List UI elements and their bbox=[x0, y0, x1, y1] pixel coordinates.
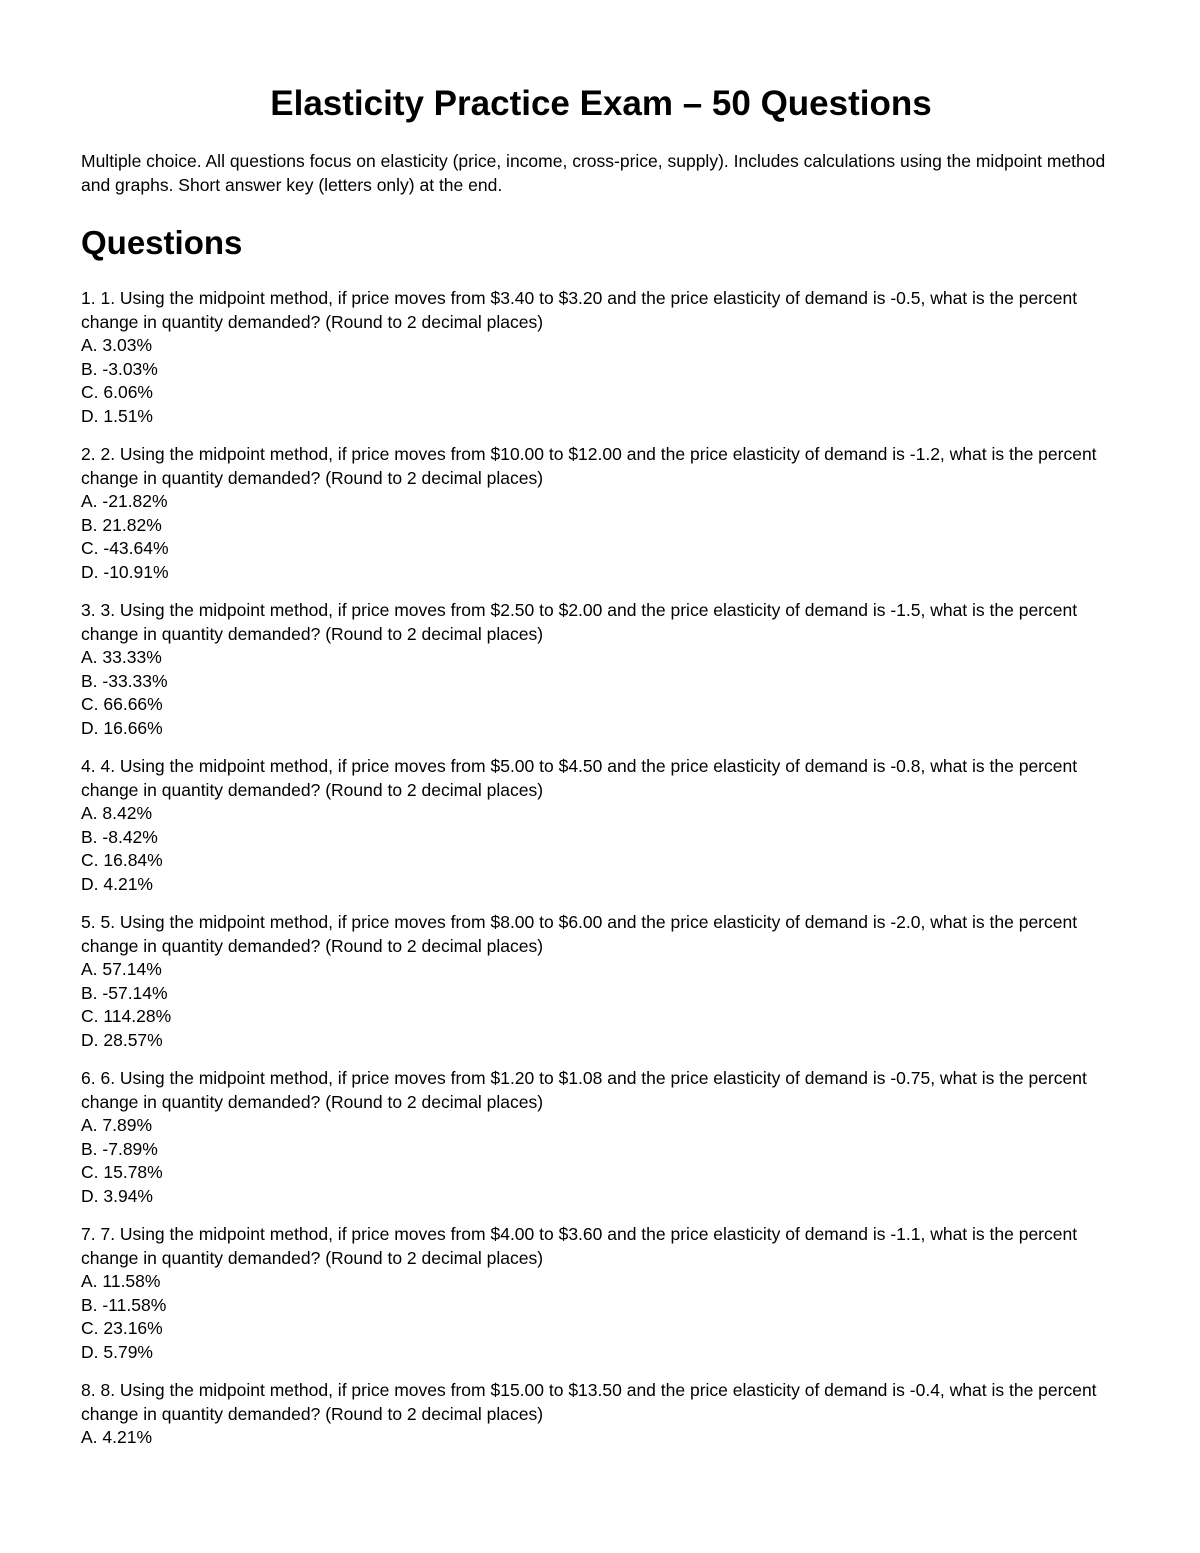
question-text: 5. 5. Using the midpoint method, if price moves from $8.00 to $6.00 and the price elasticity of demand is -2.0, what is the percent change in quantity demanded? (Round to 2 decimal places) bbox=[81, 912, 1078, 956]
question-item bbox=[81, 911, 1121, 1052]
answer-option: B. 21.82% bbox=[81, 514, 162, 535]
answer-option: B. -8.42% bbox=[81, 826, 158, 847]
question-item bbox=[81, 755, 1121, 896]
answer-option: B. -3.03% bbox=[81, 358, 158, 379]
answer-option: C. 16.84% bbox=[81, 850, 163, 870]
question-text: 3. 3. Using the midpoint method, if price moves from $2.50 to $2.00 and the price elasticity of demand is -1.5, what is the percent change in quantity demanded? (Round to 2 decimal places) bbox=[81, 600, 1078, 644]
answer-option: C. -43.64% bbox=[81, 538, 169, 558]
answer-option: D. 4.21% bbox=[81, 873, 153, 894]
answer-option: D. 16.66% bbox=[81, 717, 163, 738]
question-item bbox=[81, 287, 1121, 428]
answer-option: A. 33.33% bbox=[81, 647, 162, 667]
answer-option: A. 7.89% bbox=[81, 1115, 153, 1135]
answer-option: A. -21.82% bbox=[81, 491, 168, 511]
answer-option: A. 11.58% bbox=[81, 1271, 161, 1291]
answer-option: C. 15.78% bbox=[81, 1162, 163, 1182]
section-heading: Questions bbox=[81, 224, 243, 261]
answer-option: D. 28.57% bbox=[81, 1029, 163, 1050]
answer-option: C. 66.66% bbox=[81, 694, 163, 714]
question-item bbox=[81, 1067, 1121, 1208]
intro-paragraph: Multiple choice. All questions focus on elasticity (price, income, cross-price, supply). Includes calculations using the midpoint method and graphs. Short answer key (letters only) at the end. bbox=[81, 151, 1106, 195]
answer-option: B. -7.89% bbox=[81, 1138, 158, 1159]
answer-option: B. -33.33% bbox=[81, 670, 168, 691]
answer-option: C. 114.28% bbox=[81, 1006, 172, 1026]
answer-option: B. -57.14% bbox=[81, 982, 168, 1003]
question-text: 2. 2. Using the midpoint method, if price moves from $10.00 to $12.00 and the price elasticity of demand is -1.2, what is the percent change in quantity demanded? (Round to 2 decimal places) bbox=[81, 444, 1097, 488]
answer-option: D. 5.79% bbox=[81, 1341, 153, 1362]
question-item bbox=[81, 443, 1121, 584]
question-list bbox=[81, 287, 1121, 1465]
answer-option: C. 23.16% bbox=[81, 1318, 163, 1338]
answer-option: D. -10.91% bbox=[81, 561, 169, 582]
question-text: 8. 8. Using the midpoint method, if price moves from $15.00 to $13.50 and the price elasticity of demand is -0.4, what is the percent change in quantity demanded? (Round to 2 decimal places) bbox=[81, 1380, 1097, 1424]
question-text: 4. 4. Using the midpoint method, if price moves from $5.00 to $4.50 and the price elasticity of demand is -0.8, what is the percent change in quantity demanded? (Round to 2 decimal places) bbox=[81, 756, 1078, 800]
document-title: Elasticity Practice Exam – 50 Questions bbox=[270, 84, 932, 123]
question-item bbox=[81, 1379, 1121, 1450]
answer-option: C. 6.06% bbox=[81, 382, 153, 402]
answer-option: B. -11.58% bbox=[81, 1294, 167, 1315]
answer-option: D. 1.51% bbox=[81, 405, 153, 426]
answer-option: A. 4.21% bbox=[81, 1427, 153, 1447]
question-text: 6. 6. Using the midpoint method, if price moves from $1.20 to $1.08 and the price elasticity of demand is -0.75, what is the percent change in quantity demanded? (Round to 2 decimal places) bbox=[81, 1068, 1087, 1112]
answer-option: A. 8.42% bbox=[81, 803, 153, 823]
question-text: 1. 1. Using the midpoint method, if price moves from $3.40 to $3.20 and the price elasticity of demand is -0.5, what is the percent change in quantity demanded? (Round to 2 decimal places) bbox=[81, 288, 1078, 332]
question-text: 7. 7. Using the midpoint method, if price moves from $4.00 to $3.60 and the price elasticity of demand is -1.1, what is the percent change in quantity demanded? (Round to 2 decimal places) bbox=[81, 1224, 1078, 1268]
question-item bbox=[81, 1223, 1121, 1364]
answer-option: A. 3.03% bbox=[81, 335, 153, 355]
question-item bbox=[81, 599, 1121, 740]
answer-option: A. 57.14% bbox=[81, 959, 162, 979]
answer-option: D. 3.94% bbox=[81, 1185, 153, 1206]
